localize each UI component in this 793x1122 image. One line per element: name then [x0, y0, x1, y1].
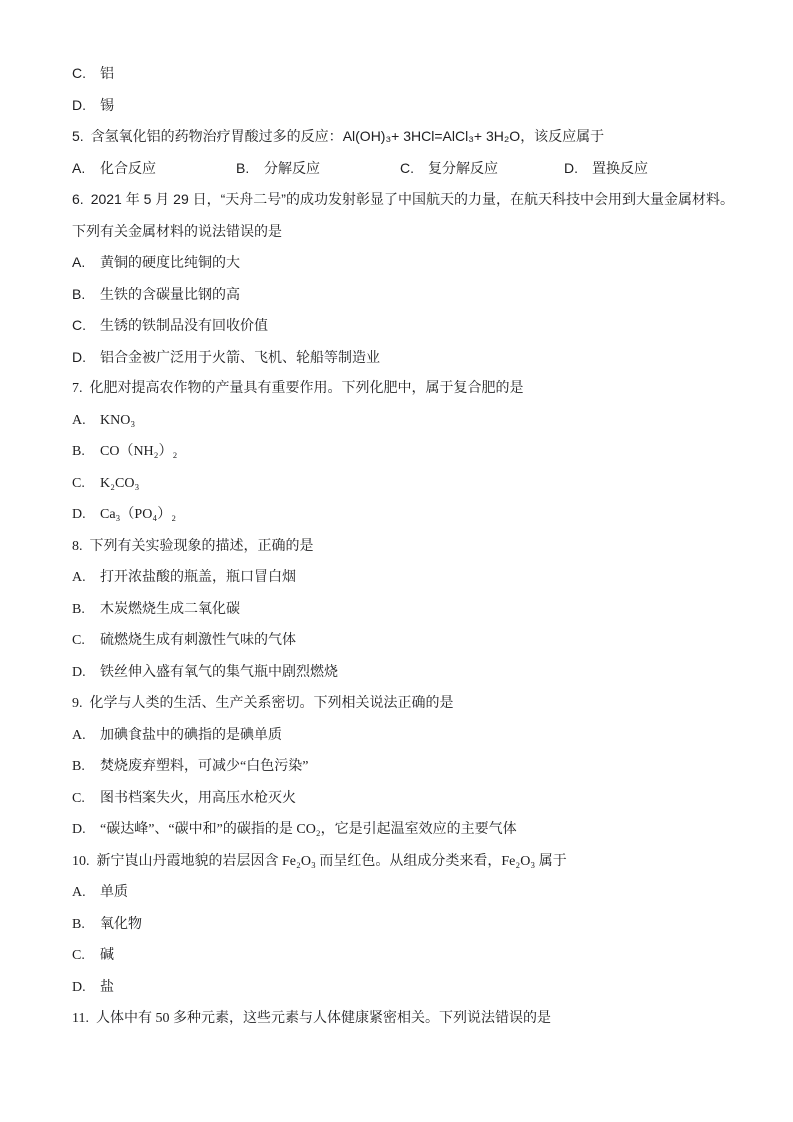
- question-number: 8.: [72, 538, 83, 554]
- question-6-stem-line2: [72, 216, 753, 248]
- option-text: 氧化物: [100, 916, 142, 932]
- stem-text: 2021 年 5 月 29 日，“天舟二号”的成功发射彰显了中国航天的力量，在航天科技中会用到大量金属材料。: [90, 191, 734, 207]
- option-label: C.: [72, 948, 85, 963]
- option-text: KNO₃: [100, 412, 136, 428]
- option-text: 铝合金被广泛用于火箭、飞机、轮船等制造业: [100, 348, 380, 365]
- question-6-option-c: [72, 310, 753, 342]
- option-text: 打开浓盐酸的瓶盖，瓶口冒白烟: [100, 570, 296, 585]
- question-number: 9.: [72, 696, 83, 711]
- stem-text: 人体中有 50 多种元素，这些元素与人体健康紧密相关。下列说法错误的是: [95, 1011, 551, 1026]
- stem-text: 新宁崀山丹霞地貌的岩层因含 Fe₂O₃ 而呈红色。从组成分类来看，Fe₂O₃ 属于: [96, 853, 567, 869]
- carryover-option-d: [72, 90, 753, 122]
- question-6-option-b: [72, 279, 753, 311]
- stem-text: 化学与人类的生活、生产关系密切。下列相关说法正确的是: [89, 696, 454, 711]
- option-label: D.: [72, 822, 86, 837]
- option-text: 铁丝伸入盛有氧气的集气瓶中剧烈燃烧: [100, 664, 338, 680]
- question-6-option-d: [72, 342, 753, 374]
- chemical-equation: Al(OH)₃+ 3HCl=AlCl₃+ 3H₂O: [342, 128, 521, 144]
- option-text: 置换反应: [592, 159, 648, 176]
- option-text: 图书档案失火，用高压水枪灭火: [100, 790, 296, 806]
- option-text: 黄铜的硬度比纯铜的大: [100, 254, 240, 270]
- carryover-option-c: [72, 58, 753, 90]
- option-label: A.: [72, 727, 86, 743]
- option-label: A.: [72, 412, 86, 428]
- question-7-stem: [72, 373, 753, 405]
- option-label: B.: [236, 159, 250, 176]
- option-text: 分解反应: [264, 159, 320, 176]
- question-7-option-b: [72, 436, 753, 468]
- stem-text: 下列有关金属材料的说法错误的是: [72, 222, 282, 239]
- option-label: C.: [72, 317, 86, 333]
- option-text: 盐: [100, 979, 114, 995]
- option-text: 生铁的含碳量比钢的高: [100, 285, 240, 302]
- question-number: 7.: [72, 381, 83, 396]
- question-9-option-a: [72, 720, 753, 752]
- question-5-option-a: [72, 153, 236, 185]
- question-number: 5.: [72, 128, 84, 144]
- question-5-stem: [72, 121, 753, 153]
- option-text: 硫燃烧生成有刺激性气味的气体: [100, 633, 296, 648]
- option-text: 化合反应: [100, 159, 156, 176]
- option-text: 复分解反应: [428, 159, 498, 176]
- option-text: 碱: [100, 948, 114, 963]
- stem-text: 化肥对提高农作物的产量具有重要作用。下列化肥中，属于复合肥的是: [89, 381, 524, 396]
- option-label: D.: [72, 348, 86, 365]
- question-7-option-d: [72, 499, 753, 531]
- question-10-option-c: [72, 940, 753, 972]
- stem-text: 含氢氧化铝的药物治疗胃酸过多的反应：: [90, 128, 343, 144]
- question-6-stem-line1: [72, 184, 753, 216]
- question-8-option-c: [72, 625, 753, 657]
- option-label: B.: [72, 444, 85, 459]
- option-text: 单质: [100, 885, 128, 900]
- option-text: “碳达峰”、“碳中和”的碳指的是 CO₂，它是引起温室效应的主要气体: [100, 822, 517, 837]
- option-label: A.: [72, 159, 86, 176]
- stem-text: 下列有关实验现象的描述，正确的是: [89, 538, 314, 554]
- option-label: C.: [72, 475, 85, 491]
- question-9-option-b: [72, 751, 753, 783]
- option-label: A.: [72, 885, 86, 900]
- option-text: 加碘食盐中的碘指的是碘单质: [100, 727, 282, 743]
- option-label: D.: [564, 159, 578, 176]
- question-5-options-row: [72, 153, 753, 185]
- question-10-option-a: [72, 877, 753, 909]
- option-text: 木炭燃烧生成二氧化碳: [100, 601, 240, 617]
- option-label: C.: [72, 633, 85, 648]
- question-10-option-d: [72, 972, 753, 1004]
- question-number: 10.: [72, 853, 90, 869]
- option-label: D.: [72, 507, 86, 522]
- option-label: B.: [72, 285, 86, 302]
- option-text: CO（NH₂）₂: [100, 444, 178, 459]
- question-5-option-b: [236, 153, 400, 185]
- question-7-option-a: [72, 405, 753, 437]
- option-text: K₂CO₃: [100, 475, 140, 491]
- option-label: C.: [400, 159, 414, 176]
- option-text: 铝: [100, 65, 114, 81]
- question-11-stem: [72, 1003, 753, 1035]
- question-9-option-c: [72, 783, 753, 815]
- option-text: 锡: [100, 96, 114, 113]
- option-label: B.: [72, 601, 85, 617]
- question-5-option-d: [564, 153, 648, 185]
- option-label: D.: [72, 979, 86, 995]
- option-label: D.: [72, 96, 86, 113]
- option-label: A.: [72, 570, 86, 585]
- question-9-stem: [72, 688, 753, 720]
- option-label: B.: [72, 916, 85, 932]
- option-label: C.: [72, 65, 86, 81]
- question-8-option-b: [72, 594, 753, 626]
- option-label: C.: [72, 790, 85, 806]
- question-number: 11.: [72, 1011, 89, 1026]
- question-6-option-a: [72, 247, 753, 279]
- option-label: B.: [72, 759, 85, 774]
- question-9-option-d: [72, 814, 753, 846]
- question-5-option-c: [400, 153, 564, 185]
- option-label: A.: [72, 254, 86, 270]
- question-8-option-d: [72, 657, 753, 689]
- question-number: 6.: [72, 191, 84, 207]
- question-7-option-c: [72, 468, 753, 500]
- question-10-option-b: [72, 909, 753, 941]
- question-10-stem: [72, 846, 753, 878]
- option-text: 生锈的铁制品没有回收价值: [100, 317, 268, 333]
- option-text: Ca₃（PO₄）₂: [100, 507, 177, 522]
- option-label: D.: [72, 664, 86, 680]
- stem-text: ，该反应属于: [520, 128, 605, 144]
- question-8-stem: [72, 531, 753, 563]
- option-text: 焚烧废弃塑料，可减少“白色污染”: [100, 759, 309, 774]
- question-8-option-a: [72, 562, 753, 594]
